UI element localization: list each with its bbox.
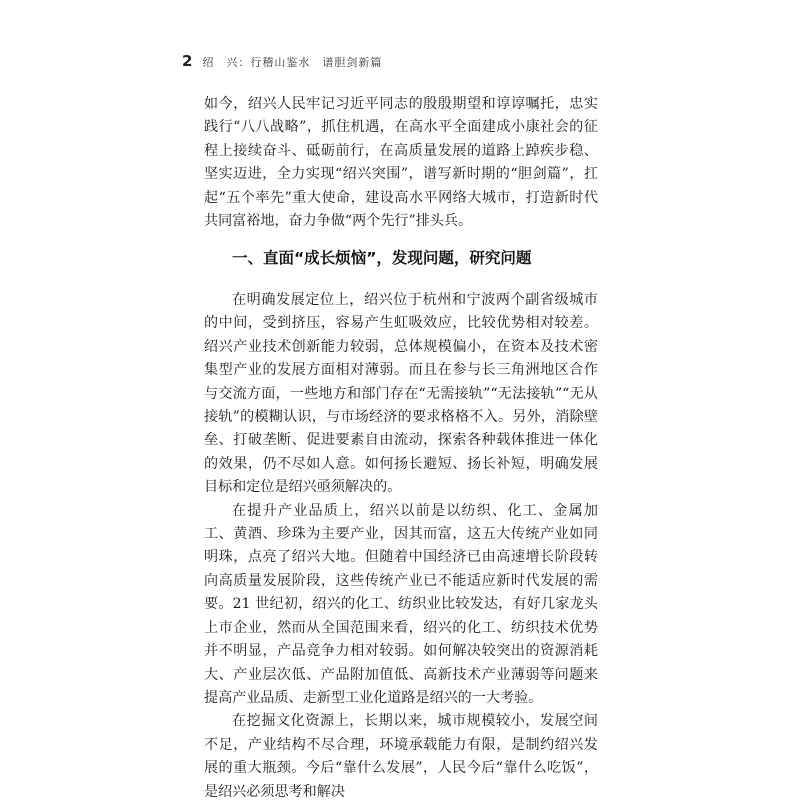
section-heading: 一、直面“成长烦恼”，发现问题，研究问题 [232,249,532,267]
paragraph-industry-quality: 在提升产业品质上，绍兴以前是以纺织、化工、金属加工、黄酒、珍珠为主要产业，因其而富，这五大传统产业如同明珠，点亮了绍兴大地。但随着中国经济已由高速增长阶段转向高质量发展阶段，这些传统产业已不能适应新时代发展的需要。21 世纪初，绍兴的化工、纺织业比较发达，有好几家龙头上市企业，然而从全国范围来看，绍兴的化工、纺织技术优势并不明显，产品竞争力相对较弱。如何解决较突出的资源消耗大、产业层次低、产品附加值低、高新技术产业薄弱等问题来提高产业品质、走新型工业化道路是绍兴的一大考验。 [204,502,598,706]
running-header [182,52,602,72]
intro-text-block [204,93,598,233]
main-text-block [204,289,598,804]
page-number: 2 [182,52,193,70]
paragraph-development-positioning: 在明确发展定位上，绍兴位于杭州和宁波两个副省级城市的中间，受到挤压，容易产生虹吸效应，比较优势相对较差。绍兴产业技术创新能力较弱，总体规模偏小，在资本及技术密集型产业的发展方面相对薄弱。而且在参与长三角洲地区合作与交流方面，一些地方和部门存在“无需接轨”“无法接轨”“无从接轨”的模糊认识，与市场经济的要求格格不入。另外，消除壁垒、打破垄断、促进要素自由流动，探索各种载体推进一体化的效果，仍不尽如人意。如何扬长避短、扬长补短，明确发展目标和定位是绍兴亟须解决的。 [204,292,598,496]
paragraph-cultural-resources: 在挖掘文化资源上，长期以来，城市规模较小，发展空间不足，产业结构不尽合理，环境承载能力有限，是制约绍兴发展的重大瓶颈。今后“靠什么发展”，人民今后“靠什么吃饭”，是绍兴必须思考和解决 [204,713,598,800]
intro-paragraph: 如今，绍兴人民牢记习近平同志的殷殷期望和谆谆嘱托，忠实践行“八八战略”，抓住机遇，在高水平全面建成小康社会的征程上接续奋斗、砥砺前行，在高质量发展的道路上踔疾步稳、坚实迈进，全力实现“绍兴突围”，谱写新时期的“胆剑篇”，扛起“五个率先”重大使命，建设高水平网络大城市，打造新时代共同富裕地，奋力争做“两个先行”排头兵。 [204,96,598,230]
running-header-title: 绍 兴：行稽山鉴水 谱胆剑新篇 [202,56,383,69]
